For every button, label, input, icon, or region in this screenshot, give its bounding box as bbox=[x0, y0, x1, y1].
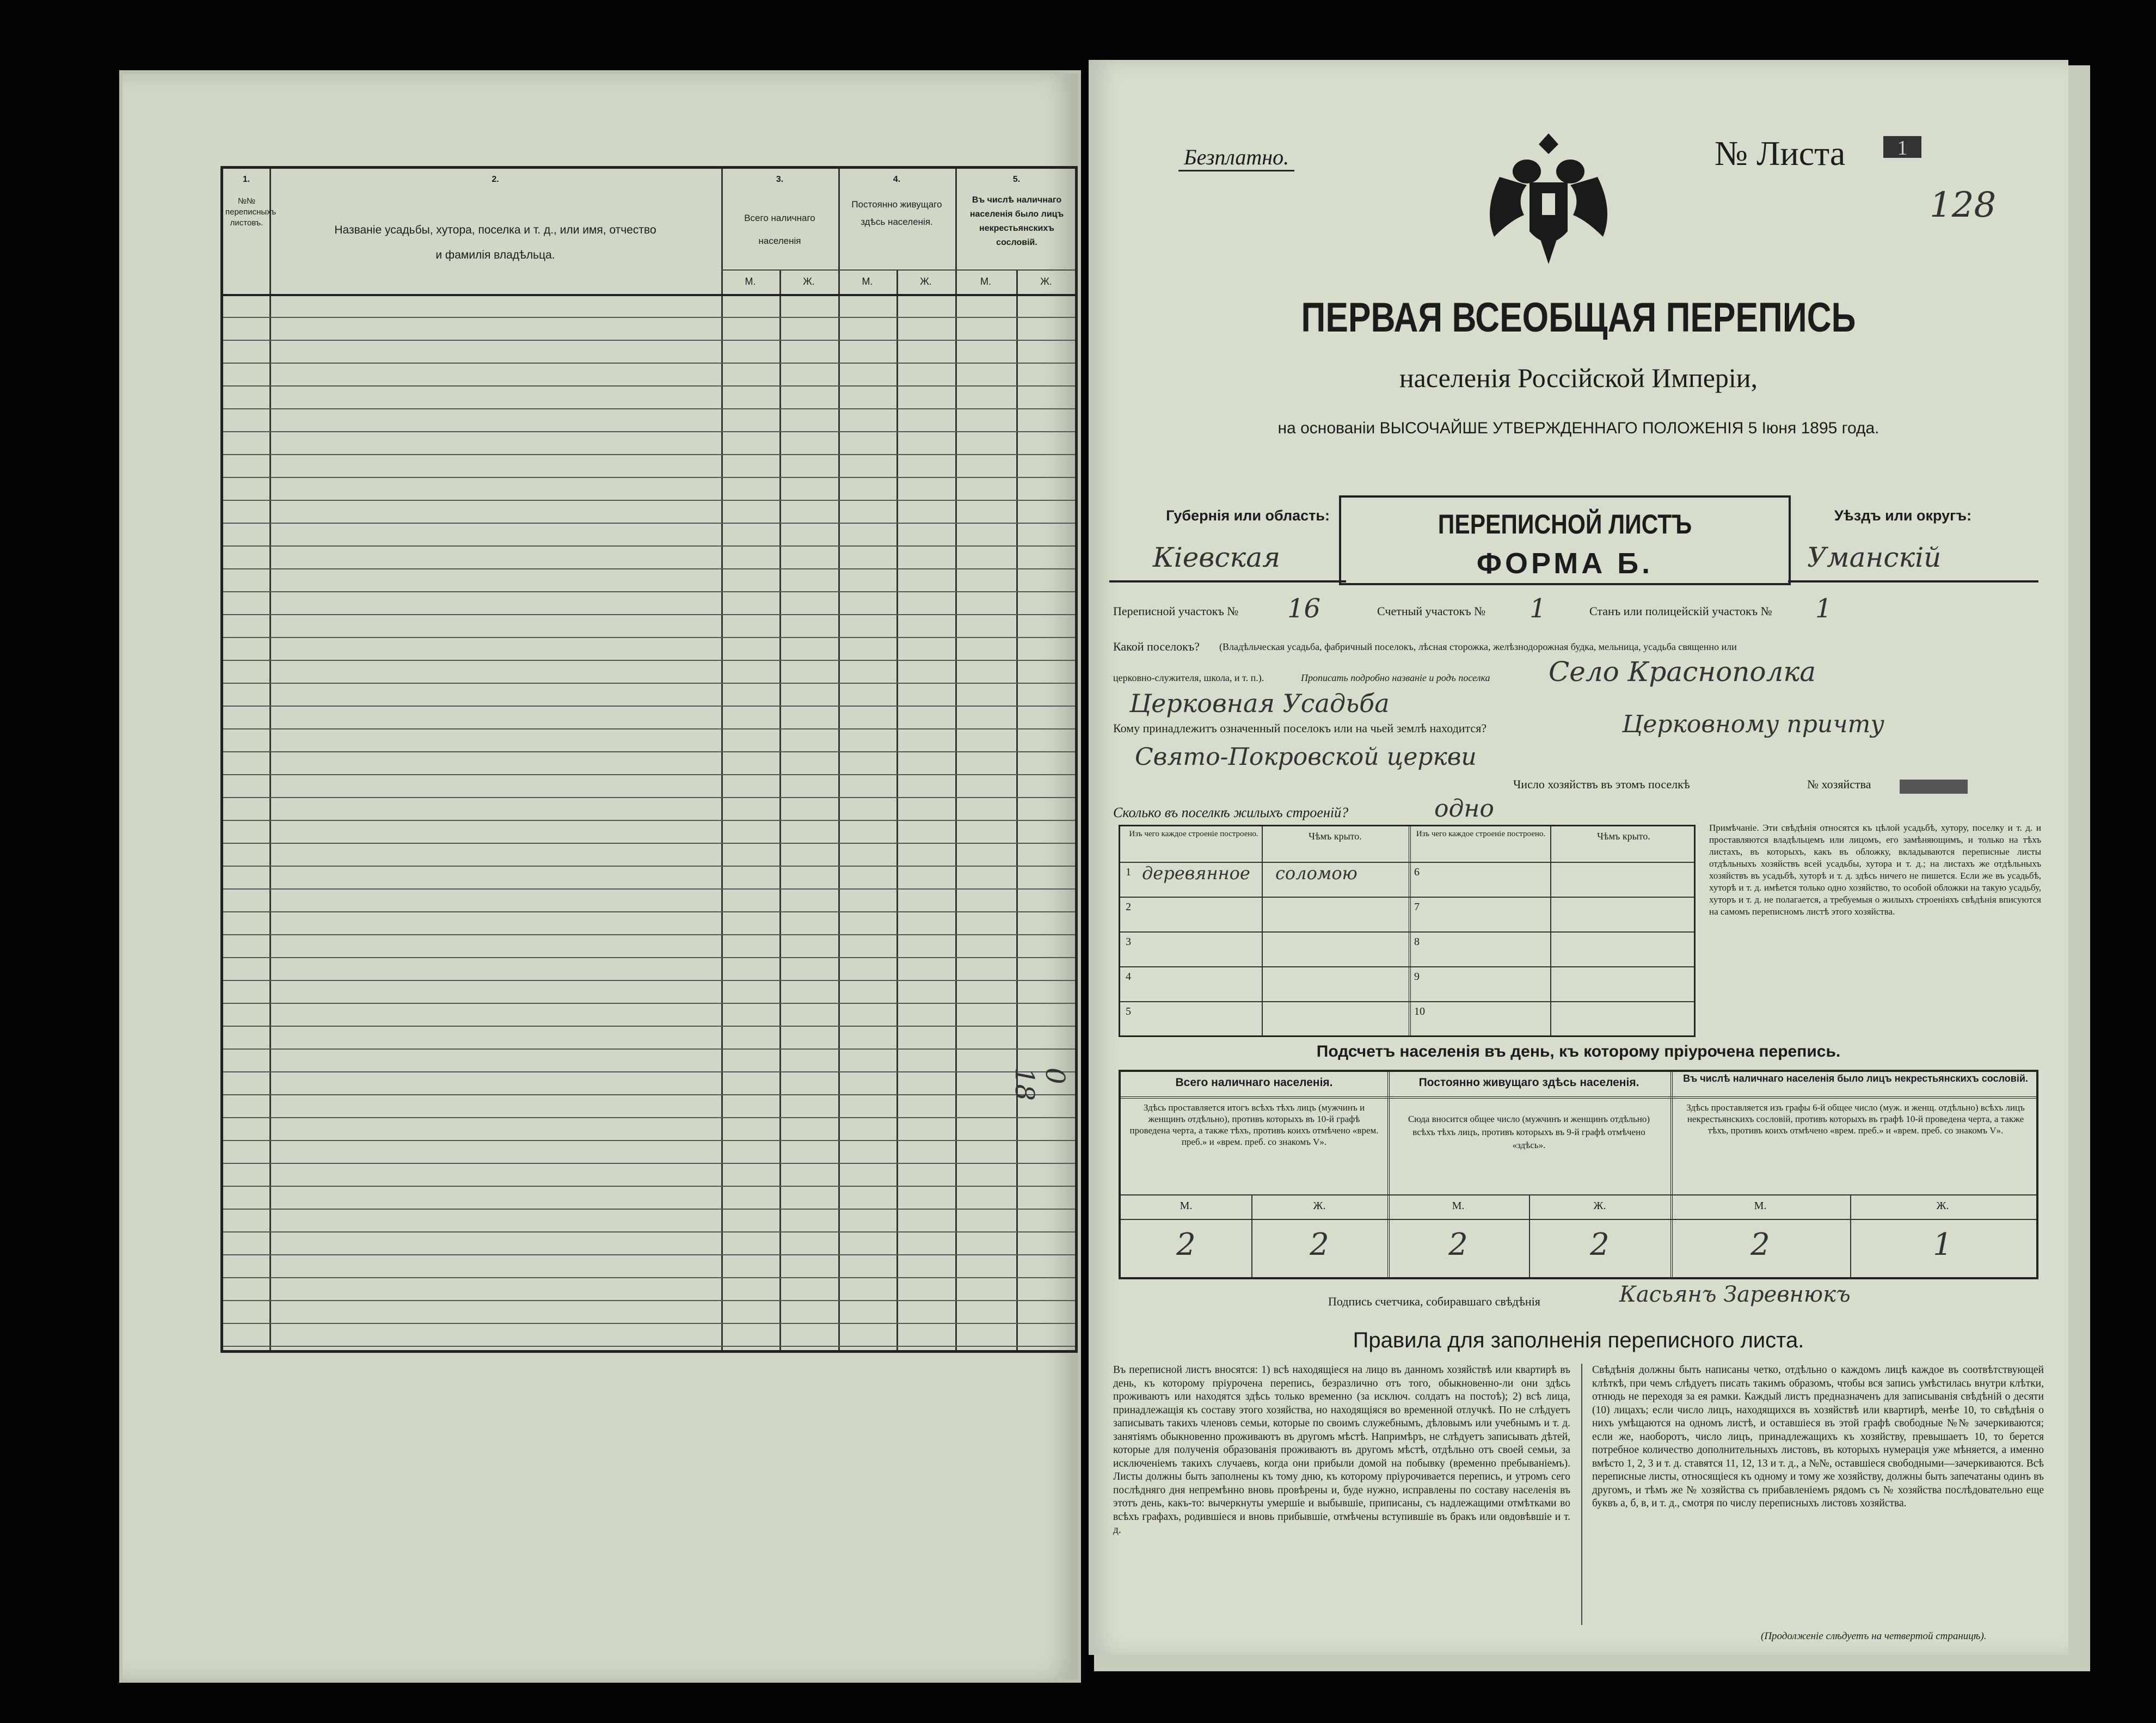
col-number-2: 2. bbox=[492, 175, 499, 184]
left-table-row-line bbox=[223, 317, 1075, 318]
left-col-divider bbox=[838, 169, 840, 1350]
left-table-row-line bbox=[223, 843, 1075, 844]
count-text-non-peasant: Здѣсь проставляется изъ графы 6-й общее число (муж. и женщ. отдѣльно) всѣхъ лицъ некрестьянскихъ сословій, противъ которыхъ въ графѣ 10-й проведена черта, а также тѣхъ, противъ коихъ отмѣчено «врем. преб.» и «врем. преб. со знакомъ V». bbox=[1686, 1102, 2025, 1136]
left-table-row-line bbox=[223, 888, 1075, 890]
left-table-row-line bbox=[223, 934, 1075, 935]
left-table-row-line bbox=[223, 545, 1075, 547]
stan-label: Станъ или полицейскій участокъ № bbox=[1589, 604, 1772, 618]
left-table-row-line bbox=[223, 568, 1075, 569]
buildings-note: Примѣчаніе. Эти свѣдѣнія относятся къ цѣлой усадьбѣ, хутору, поселку и т. д. и проставляются владѣльцемъ или лицомъ, его замѣняющимъ, и только на тѣхъ листахъ, въ которыхъ, какъ въ обложку, вкладываются переписные листы отдѣльныхъ хозяйствъ всей усадьбы, хутора и т. д.; на листахъ же отдѣльныхъ хозяйствъ въ усадьбѣ, хуторѣ и т. д. здѣсь ничего не пишется. Если же въ усадьбѣ, хуторѣ и т. д. имѣется только одно хозяйство, то особой обложки на такую усадьбу, хуторъ и т. д. не полагается, а требуемыя о жилыхъ строеніяхъ свѣдѣнія вписуются на самомъ переписномъ листѣ этого хозяйства. bbox=[1709, 823, 2041, 917]
buildings-col-divider bbox=[1550, 826, 1551, 1035]
col-number-3: 3. bbox=[776, 175, 784, 184]
left-table-row-line bbox=[223, 728, 1075, 729]
district-box bbox=[1788, 501, 2038, 582]
left-table-row-line bbox=[223, 1277, 1075, 1278]
count-header-total: Всего наличнаго населенія. bbox=[1175, 1076, 1333, 1089]
sex-f-label: Ж. bbox=[1040, 276, 1052, 287]
left-summary-table bbox=[220, 166, 1078, 1353]
building-row-number: 8 bbox=[1414, 936, 1420, 948]
province-label: Губернія или область: bbox=[1166, 507, 1330, 524]
left-table-row-line bbox=[223, 523, 1075, 524]
col-header-permanent: Постоянно живущаго здѣсь населенія. bbox=[851, 199, 942, 227]
count-header-non-peasant: Въ числѣ наличнаго населенія было лицъ некрестьянскихъ сословій. bbox=[1683, 1073, 2028, 1084]
count-permanent-male: 2 bbox=[1448, 1227, 1468, 1262]
building-roof: соломою bbox=[1275, 863, 1358, 884]
buildings-roof-header: Чѣмъ крыто. bbox=[1597, 831, 1650, 842]
left-header-line bbox=[223, 294, 1075, 296]
sheet-number-value: 1 bbox=[1883, 136, 1921, 158]
left-table-row-line bbox=[223, 660, 1075, 661]
buildings-row-line bbox=[1120, 931, 1694, 933]
count-subheader-line bbox=[1121, 1194, 2036, 1195]
left-table-row-line bbox=[223, 1346, 1075, 1347]
left-table-row-line bbox=[223, 454, 1075, 455]
building-row-number: 3 bbox=[1126, 936, 1131, 948]
col-header-sheet-numbers: №№ переписныхъ листовъ. bbox=[225, 197, 277, 228]
count-header-line bbox=[1121, 1096, 2036, 1099]
building-row-number: 4 bbox=[1126, 971, 1131, 983]
left-table-row-line bbox=[223, 957, 1075, 958]
right-page bbox=[1089, 60, 2068, 1655]
buildings-material-header: Изъ чего каждое строеніе построено. bbox=[1129, 830, 1258, 838]
left-table-row-line bbox=[223, 774, 1075, 775]
rules-title: Правила для заполненія переписного листа. bbox=[1353, 1328, 1804, 1352]
col-number-1: 1. bbox=[242, 175, 250, 184]
building-row-number: 2 bbox=[1126, 901, 1131, 913]
left-table-row-line bbox=[223, 637, 1075, 638]
left-table-row-line bbox=[223, 614, 1075, 615]
building-row-number: 10 bbox=[1414, 1005, 1425, 1017]
settlement-value-2: Церковная Усадьба bbox=[1129, 689, 1390, 718]
count-sex-f: Ж. bbox=[1593, 1200, 1606, 1212]
left-table-row-line bbox=[223, 797, 1075, 798]
left-table-row-line bbox=[223, 340, 1075, 341]
left-col-divider bbox=[721, 169, 723, 1350]
census-area-label: Переписной участокъ № bbox=[1113, 604, 1239, 618]
left-table-row-line bbox=[223, 1140, 1075, 1141]
left-table-row-line bbox=[223, 1254, 1075, 1255]
left-table-row-line bbox=[223, 431, 1075, 432]
building-row-number: 7 bbox=[1414, 901, 1420, 913]
buildings-material-header: Изъ чего каждое строеніе построено. bbox=[1416, 830, 1546, 838]
left-table-row-line bbox=[223, 1300, 1075, 1301]
left-table-row-line bbox=[223, 1323, 1075, 1324]
col-header-non-peasant: Въ числѣ наличнаго населенія было лицъ некрестьянскихъ сословій. bbox=[969, 195, 1064, 247]
owner-value-1: Церковному причту bbox=[1622, 710, 1884, 738]
left-table-row-line bbox=[223, 408, 1075, 409]
left-col-divider bbox=[269, 169, 271, 1350]
left-table-row-line bbox=[223, 1048, 1075, 1050]
count-sex-line bbox=[1121, 1219, 2036, 1220]
sex-m-label: М. bbox=[980, 276, 991, 287]
buildings-row-line bbox=[1120, 966, 1694, 967]
sheet-number-label: № Листа bbox=[1715, 134, 1846, 173]
count-area-label: Счетный участокъ № bbox=[1377, 604, 1486, 618]
left-table-row-line bbox=[223, 866, 1075, 867]
population-count-table bbox=[1119, 1070, 2038, 1279]
building-row-number: 1 bbox=[1126, 866, 1131, 878]
count-area-value: 1 bbox=[1530, 593, 1546, 624]
stan-value: 1 bbox=[1815, 593, 1832, 624]
district-label: Уѣздъ или округъ: bbox=[1834, 507, 1972, 524]
signature-label: Подпись счетчика, собиравшаго свѣдѣнія bbox=[1328, 1295, 1540, 1308]
province-box bbox=[1109, 501, 1346, 582]
count-sex-m: М. bbox=[1452, 1200, 1465, 1212]
left-table-row-line bbox=[223, 751, 1075, 752]
count-sex-m: М. bbox=[1180, 1200, 1193, 1212]
left-table-row-line bbox=[223, 363, 1075, 364]
building-row-number: 9 bbox=[1414, 971, 1420, 983]
population-count-title: Подсчетъ населенія въ день, къ которому пріурочена перепись. bbox=[1316, 1043, 1841, 1060]
left-table-row-line bbox=[223, 1094, 1075, 1095]
buildings-table bbox=[1119, 825, 1696, 1037]
document-basis: на основаніи ВЫСОЧАЙШЕ УТВЕРЖДЕННАГО ПОЛОЖЕНІЯ 5 Іюня 1895 года. bbox=[1277, 419, 1879, 437]
households-label: Число хозяйствъ въ этомъ поселкѣ bbox=[1513, 777, 1690, 791]
settlement-value-1: Село Краснополка bbox=[1549, 656, 1816, 688]
left-margin-marks: 0 18 bbox=[1009, 1068, 1070, 1101]
free-label: Безплатно. bbox=[1178, 144, 1294, 171]
building-row-number: 6 bbox=[1414, 866, 1420, 878]
left-table-row-line bbox=[223, 1117, 1075, 1118]
left-table-row-line bbox=[223, 1071, 1075, 1072]
building-row-number: 5 bbox=[1126, 1005, 1131, 1017]
imperial-eagle-emblem bbox=[1478, 128, 1619, 275]
signature-value: Касьянъ Заревнюкъ bbox=[1619, 1282, 1851, 1307]
count-total-male: 2 bbox=[1176, 1227, 1196, 1262]
sex-f-label: Ж. bbox=[920, 276, 932, 287]
form-name: ФОРМА Б. bbox=[1476, 547, 1654, 580]
owner-label: Кому принадлежитъ означенный поселокъ или на чьей землѣ находится? bbox=[1113, 721, 1487, 735]
count-sex-m: М. bbox=[1754, 1200, 1767, 1212]
household-number-redacted bbox=[1900, 780, 1968, 794]
left-table-row-line bbox=[223, 1186, 1075, 1187]
left-table-row-line bbox=[223, 706, 1075, 707]
left-table-row-line bbox=[223, 1026, 1075, 1027]
count-total-female: 2 bbox=[1310, 1227, 1329, 1262]
rules-left-column: Въ переписной листъ вносятся: 1) всѣ находящіеся на лицо въ данномъ хозяйствѣ или квартирѣ въ день, къ которому пріурочена перепись, безразлично отъ того, обыкновенно-ли они здѣсь проживаютъ или находятся здѣсь только временно (за исключ. солдатъ на постоѣ); 2) всѣ лица, принадлежащія къ составу этого хозяйства, но находящіяся во временной отлучкѣ. По не слѣдуетъ записывать такихъ членовъ семьи, которые по своимъ служебнымъ, дѣловымъ или учебнымъ и т. д. занятіямъ обыкновенно проживаютъ въ другомъ мѣстѣ. Напримѣръ, не слѣдуетъ записывать дѣтей, которые для полученія образованія проживаютъ въ другомъ мѣстѣ, отдѣльно отъ своей семьи, за исключеніемъ такихъ случаевъ, когда они прибыли домой на побывку (временно пребываніемъ). Листы должны быть заполнены къ тому дню, къ которому пріурочивается перепись, и утромъ сего послѣдняго дня непремѣнно вновь провѣрены и, буде нужно, исправлены по составу населенія въ этотъ день, какъ-то: вычеркнуты умершіе и выбывшіе, приписаны, съ надлежащими отмѣтками во всѣхъ графахъ, родившіеся и вновь прибывшіе, отмѣчены вступившіе въ бракъ или овдовѣвшіе и т. д. bbox=[1113, 1364, 1570, 1536]
settlement-note-2: церковно-служителя, школа, и т. п.). bbox=[1113, 672, 1264, 683]
buildings-row-line bbox=[1120, 1001, 1694, 1002]
count-text-permanent: Сюда вносится общее число (мужчинъ и женщинъ отдѣльно) всѣхъ тѣхъ лицъ, противъ которыхъ въ 9-й графѣ отмѣчено «здѣсь». bbox=[1408, 1114, 1650, 1150]
document-title: ПЕРВАЯ ВСЕОБЩАЯ ПЕРЕПИСЬ bbox=[1301, 295, 1856, 341]
buildings-label: Сколько въ поселкѣ жилыхъ строеній? bbox=[1113, 805, 1349, 820]
col-header-name: Названіе усадьбы, хутора, поселка и т. д., или имя, отчество и фамилія владѣльца. bbox=[334, 224, 656, 261]
settlement-note-3: Прописать подробно названіе и родъ поселка bbox=[1301, 672, 1490, 683]
left-table-row-line bbox=[223, 385, 1075, 387]
left-table-row-line bbox=[223, 500, 1075, 501]
settlement-label: Какой поселокъ? bbox=[1113, 640, 1200, 653]
count-non-peasant-female: 1 bbox=[1933, 1227, 1952, 1262]
left-table-row-line bbox=[223, 1231, 1075, 1233]
form-title-box bbox=[1339, 495, 1791, 585]
count-text-total: Здѣсь проставляется итогъ всѣхъ тѣхъ лицъ (мужчинъ и женщинъ отдѣльно), противъ которыхъ въ 10-й графѣ проведена черта, а также тѣхъ, противъ коихъ отмѣчено «врем. преб.» и «врем. преб. со знакомъ V». bbox=[1129, 1102, 1379, 1147]
left-table-row-line bbox=[223, 1003, 1075, 1004]
census-area-value: 16 bbox=[1287, 593, 1321, 624]
sex-m-label: М. bbox=[745, 276, 756, 287]
archive-number: 128 bbox=[1930, 185, 1997, 225]
buildings-value: одно bbox=[1434, 795, 1494, 823]
owner-value-2: Свято-Покровской церкви bbox=[1135, 743, 1477, 771]
count-permanent-female: 2 bbox=[1590, 1227, 1610, 1262]
left-table-row-line bbox=[223, 1163, 1075, 1164]
province-value: Кіевская bbox=[1153, 542, 1281, 573]
district-value: Уманскій bbox=[1807, 542, 1942, 573]
count-non-peasant-male: 2 bbox=[1750, 1227, 1770, 1262]
col-header-total: Всего наличнаго населенія bbox=[744, 213, 815, 246]
buildings-roof-header: Чѣмъ крыто. bbox=[1309, 831, 1362, 842]
household-number-label: № хозяйства bbox=[1807, 777, 1871, 791]
sex-m-label: М. bbox=[862, 276, 873, 287]
building-material: деревянное bbox=[1142, 863, 1250, 884]
left-table-row-line bbox=[223, 980, 1075, 981]
buildings-row-line bbox=[1120, 897, 1694, 898]
col-number-4: 4. bbox=[893, 175, 901, 184]
sex-f-label: Ж. bbox=[803, 276, 815, 287]
settlement-note: (Владѣльческая усадьба, фабричный поселокъ, лѣсная сторожка, желѣзнодорожная будка, мельница, усадьба священно или bbox=[1219, 641, 1737, 652]
rules-column-divider bbox=[1581, 1364, 1582, 1625]
col-number-5: 5. bbox=[1012, 175, 1021, 184]
left-table-row-line bbox=[223, 477, 1075, 478]
count-sex-f: Ж. bbox=[1313, 1200, 1326, 1212]
left-table-row-line bbox=[223, 1209, 1075, 1210]
left-table-row-line bbox=[223, 820, 1075, 821]
rules-right-column: Свѣдѣнія должны быть написаны четко, отдѣльно о каждомъ лицѣ каждое въ соотвѣтствующей клѣткѣ, при чемъ слѣдуетъ писать такимъ образомъ, чтобы вся запись умѣстилась внутри клѣтки, отнюдь не переходя за ея рамки. Каждый листъ предназначенъ для записыванія свѣдѣній о десяти (10) лицахъ; если число лицъ, находящихся въ хозяйствѣ или квартирѣ, менѣе 10, то свѣдѣнія о нихъ умѣщаются на одномъ листѣ, и оставшіеся въ этой графѣ свободные №№ зачеркиваются; если же, наоборотъ, число лицъ, принадлежащихъ къ хозяйству, превышаетъ 10, то берется потребное количество дополнительныхъ листовъ, въ которыхъ нумерація уже мѣняется, а именно вмѣсто 1, 2, 3 и т. д. ставятся 11, 12, 13 и т. д., а №№, оставшіеся свободными—зачеркиваются. Всѣ переписные листы, относящіеся къ одному и тому же хозяйству, должны быть запечатаны одинъ въ другомъ, и тѣмъ же № хозяйства съ прибавленіемъ рядомъ съ № хозяйства послѣдовательно еще буквъ а, б, в, и т. д., смотря по числу переписныхъ листовъ хозяйства. bbox=[1592, 1364, 2044, 1509]
document-subtitle: населенія Россійской Имперіи, bbox=[1399, 363, 1758, 393]
continued-note: (Продолженіе слѣдуетъ на четвертой страницѣ). bbox=[1761, 1630, 1987, 1642]
left-col-divider bbox=[955, 169, 957, 1350]
left-table-row-line bbox=[223, 911, 1075, 912]
buildings-table-split bbox=[1409, 826, 1411, 1035]
count-sex-f: Ж. bbox=[1936, 1200, 1949, 1212]
form-title: ПЕРЕПИСНОЙ ЛИСТЪ bbox=[1438, 509, 1692, 539]
left-subheader-line bbox=[721, 269, 1075, 271]
count-header-permanent: Постоянно живущаго здѣсь населенія. bbox=[1418, 1076, 1639, 1089]
left-table-row-line bbox=[223, 591, 1075, 592]
buildings-col-divider bbox=[1262, 826, 1263, 1035]
left-table-row-line bbox=[223, 683, 1075, 684]
